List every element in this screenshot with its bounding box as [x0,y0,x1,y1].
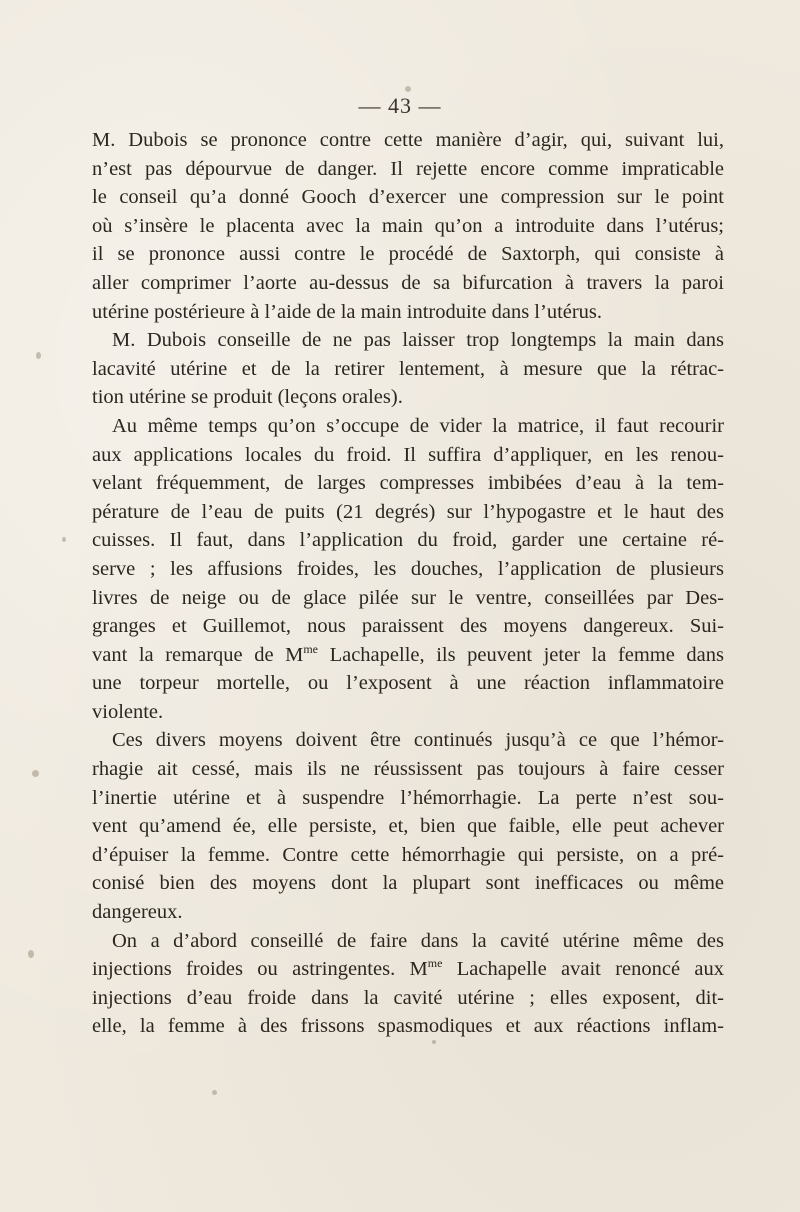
text-line: une torpeur mortelle, ou l’exposent à une réaction inflammatoire [92,672,724,695]
text-line: tion utérine se produit (leçons orales). [92,386,403,409]
foxing-spot [212,1090,217,1095]
text-line: cuisses. Il faut, dans l’application du froid, garder une certaine ré- [92,529,724,552]
text-line: l’inertie utérine et à suspendre l’hémorrhagie. La perte n’est sou- [92,786,724,809]
foxing-spot [62,537,66,542]
text-line: granges et Guillemot, nous paraissent des moyens dangereux. Sui- [92,615,724,638]
foxing-spot [32,770,39,777]
text-line: conisé bien des moyens dont la plupart sont inefficaces ou même [92,872,724,895]
text-line: elle, la femme à des frissons spasmodiques et aux réactions inflam- [92,1015,724,1038]
text-line: rhagie ait cessé, mais ils ne réussissent pas toujours à faire cesser [92,758,724,781]
foxing-spot [405,86,411,92]
text-line: Au même temps qu’on s’occupe de vider la matrice, il faut recourir [112,414,724,437]
text-line: violente. [92,700,164,723]
text-line: Ces divers moyens doivent être continués jusqu’à ce que l’hémor- [112,729,724,752]
text-line: vant la remarque de $M^{me}$ Lachapelle, ils peuvent jeter la femme dans [92,641,724,666]
text-line: pérature de l’eau de puits (21 degrés) sur l’hypogastre et le haut des [92,500,724,523]
foxing-spot [36,352,41,359]
text-line: serve ; les affusions froides, les douches, l’application de plusieurs [92,557,724,580]
text-line: injections d’eau froide dans la cavité utérine ; elles exposent, dit- [92,986,724,1009]
text-line: n’est pas dépourvue de danger. Il rejette encore comme impraticable [92,157,724,180]
text-line: On a d’abord conseillé de faire dans la cavité utérine même des [112,929,724,952]
text-line: utérine postérieure à l’aide de la main introduite dans l’utérus. [92,300,603,323]
text-line: injections froides ou astringentes. $M^{me}$ Lachapelle avait renoncé aux [92,956,724,981]
body-text [92,126,724,1041]
text-line: aller comprimer l’aorte au-dessus de sa bifurcation à travers la paroi [92,271,724,294]
text-line: lacavité utérine et de la retirer lentement, à mesure que la rétrac- [92,357,724,380]
foxing-spot [432,1040,436,1044]
text-line: velant fréquemment, de larges compresses imbibées d’eau à la tem- [92,472,724,495]
text-line: M. Dubois se prononce contre cette manière d’agir, qui, suivant lui, [92,129,724,151]
foxing-spot [28,950,34,958]
text-line: aux applications locales du froid. Il suffira d’appliquer, en les renou- [92,443,724,466]
text-line: M. Dubois conseille de ne pas laisser trop longtemps la main dans [112,329,724,352]
text-line: où s’insère le placenta avec la main qu’on a introduite dans l’utérus; [92,214,724,237]
text-line: le conseil qu’a donné Gooch d’exercer une compression sur le point [92,186,724,209]
text-line: il se prononce aussi contre le procédé de Saxtorph, qui consiste à [92,243,724,266]
text-line: dangereux. [92,901,183,924]
text-line: d’épuiser la femme. Contre cette hémorrhagie qui persiste, on a pré- [92,843,724,866]
text-line: livres de neige ou de glace pilée sur le ventre, conseillées par Des- [92,586,724,609]
text-line: vent qu’amend ée, elle persiste, et, bien que faible, elle peut achever [92,815,724,838]
page-number: — 43 — [358,93,442,118]
